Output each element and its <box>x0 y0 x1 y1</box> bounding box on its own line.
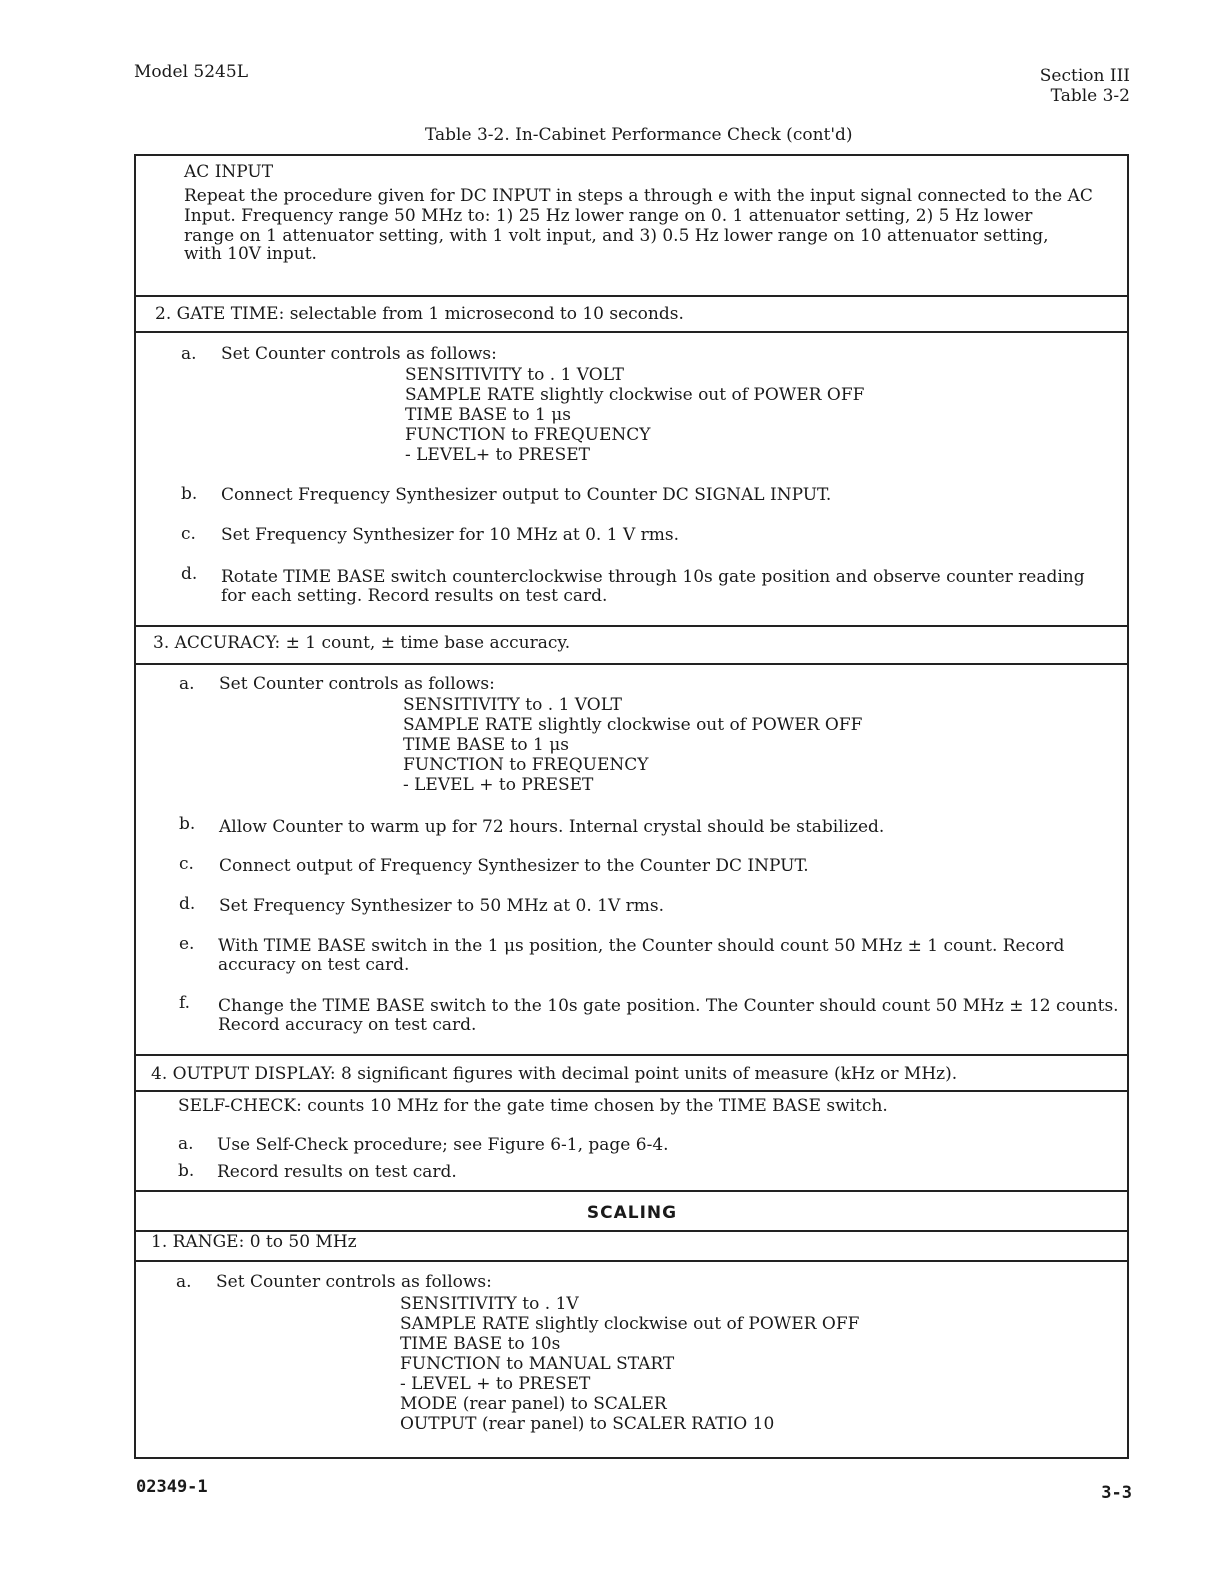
step-text: Set Counter controls as follows: <box>216 1272 492 1292</box>
self-check-text: SELF-CHECK: counts 10 MHz for the gate time chosen by the TIME BASE switch. <box>178 1096 888 1116</box>
step-label: e. <box>179 934 195 954</box>
control-setting: FUNCTION to MANUAL START <box>400 1354 675 1374</box>
step-label: a. <box>179 674 195 694</box>
control-setting: TIME BASE to 10s <box>400 1334 561 1354</box>
divider <box>134 331 1129 333</box>
step-label: b. <box>181 484 198 504</box>
step-text: Change the TIME BASE switch to the 10s gate position. The Counter should count 50 MHz ± 12 counts. <box>218 996 1119 1016</box>
range-heading: 1. RANGE: 0 to 50 MHz <box>151 1232 357 1252</box>
step-text: Set Counter controls as follows: <box>219 674 495 694</box>
control-setting: TIME BASE to 1 μs <box>403 735 569 755</box>
controls-list <box>400 1294 859 1434</box>
step-label: f. <box>179 993 191 1013</box>
ac-input-line: range on 1 attenuator setting, with 1 volt input, and 3) 0.5 Hz lower range on 10 attenuator setting, <box>184 226 1049 246</box>
step-text: Set Frequency Synthesizer for 10 MHz at 0. 1 V rms. <box>221 525 679 545</box>
ac-input-line: Repeat the procedure given for DC INPUT in steps a through e with the input signal connected to the AC <box>184 186 1093 206</box>
step-text: Allow Counter to warm up for 72 hours. Internal crystal should be stabilized. <box>219 817 885 837</box>
accuracy-heading: 3. ACCURACY: ± 1 count, ± time base accuracy. <box>153 633 571 653</box>
table-ref-label: Table 3-2 <box>1050 86 1130 106</box>
ac-input-line: Input. Frequency range 50 MHz to: 1) 25 Hz lower range on 0. 1 attenuator setting, 2) 5 Hz lower <box>184 206 1033 226</box>
gate-time-heading: 2. GATE TIME: selectable from 1 microsecond to 10 seconds. <box>155 304 684 324</box>
step-label: c. <box>179 854 194 874</box>
table-title: Table 3-2. In-Cabinet Performance Check (cont'd) <box>425 125 853 145</box>
controls-list <box>405 365 864 465</box>
control-setting: SENSITIVITY to . 1V <box>400 1294 579 1314</box>
control-setting: FUNCTION to FREQUENCY <box>405 425 651 445</box>
divider <box>134 625 1129 627</box>
divider <box>134 1190 1129 1192</box>
step-text: With TIME BASE switch in the 1 μs position, the Counter should count 50 MHz ± 1 count. Record <box>218 936 1065 956</box>
step-label: d. <box>181 564 198 584</box>
control-setting: - LEVEL+ to PRESET <box>405 445 590 465</box>
model-label: Model 5245L <box>134 62 248 82</box>
control-setting: - LEVEL + to PRESET <box>400 1374 591 1394</box>
step-label: b. <box>178 1161 195 1181</box>
control-setting: SAMPLE RATE slightly clockwise out of POWER OFF <box>405 385 865 405</box>
step-label: b. <box>179 814 196 834</box>
control-setting: SAMPLE RATE slightly clockwise out of POWER OFF <box>400 1314 860 1334</box>
step-label: d. <box>179 894 196 914</box>
controls-list <box>403 695 862 795</box>
step-text: Record results on test card. <box>217 1162 457 1182</box>
control-setting: FUNCTION to FREQUENCY <box>403 755 649 775</box>
step-label: a. <box>178 1134 194 1154</box>
ac-input-title: AC INPUT <box>184 162 274 182</box>
step-label: c. <box>181 524 196 544</box>
section-label: Section III <box>1039 66 1130 86</box>
step-text: Rotate TIME BASE switch counterclockwise through 10s gate position and observe counter reading <box>221 567 1085 587</box>
step-label: a. <box>181 344 197 364</box>
step-text: Record accuracy on test card. <box>218 1015 477 1035</box>
control-setting: SAMPLE RATE slightly clockwise out of POWER OFF <box>403 715 863 735</box>
step-text: Connect output of Frequency Synthesizer to the Counter DC INPUT. <box>219 856 809 876</box>
control-setting: SENSITIVITY to . 1 VOLT <box>405 365 624 385</box>
divider <box>134 1054 1129 1056</box>
scaling-title: SCALING <box>586 1203 678 1223</box>
step-label: a. <box>176 1272 192 1292</box>
step-text: Use Self-Check procedure; see Figure 6-1, page 6-4. <box>217 1135 669 1155</box>
divider <box>134 295 1129 297</box>
control-setting: MODE (rear panel) to SCALER <box>400 1394 667 1414</box>
divider <box>134 663 1129 665</box>
control-setting: TIME BASE to 1 μs <box>405 405 571 425</box>
step-text: Set Counter controls as follows: <box>221 344 497 364</box>
control-setting: SENSITIVITY to . 1 VOLT <box>403 695 622 715</box>
divider <box>134 1090 1129 1092</box>
ac-input-line: with 10V input. <box>184 244 317 264</box>
step-text: Connect Frequency Synthesizer output to Counter DC SIGNAL INPUT. <box>221 485 832 505</box>
control-setting: OUTPUT (rear panel) to SCALER RATIO 10 <box>400 1414 775 1434</box>
step-text: Set Frequency Synthesizer to 50 MHz at 0. 1V rms. <box>219 896 665 916</box>
step-text: for each setting. Record results on test card. <box>221 586 608 606</box>
output-display-heading: 4. OUTPUT DISPLAY: 8 significant figures with decimal point units of measure (kHz or MHz). <box>151 1064 958 1084</box>
divider <box>134 1260 1129 1262</box>
page-number: 3-3 <box>1101 1483 1132 1503</box>
step-text: accuracy on test card. <box>218 955 410 975</box>
doc-number: 02349-1 <box>136 1477 208 1497</box>
control-setting: - LEVEL + to PRESET <box>403 775 594 795</box>
